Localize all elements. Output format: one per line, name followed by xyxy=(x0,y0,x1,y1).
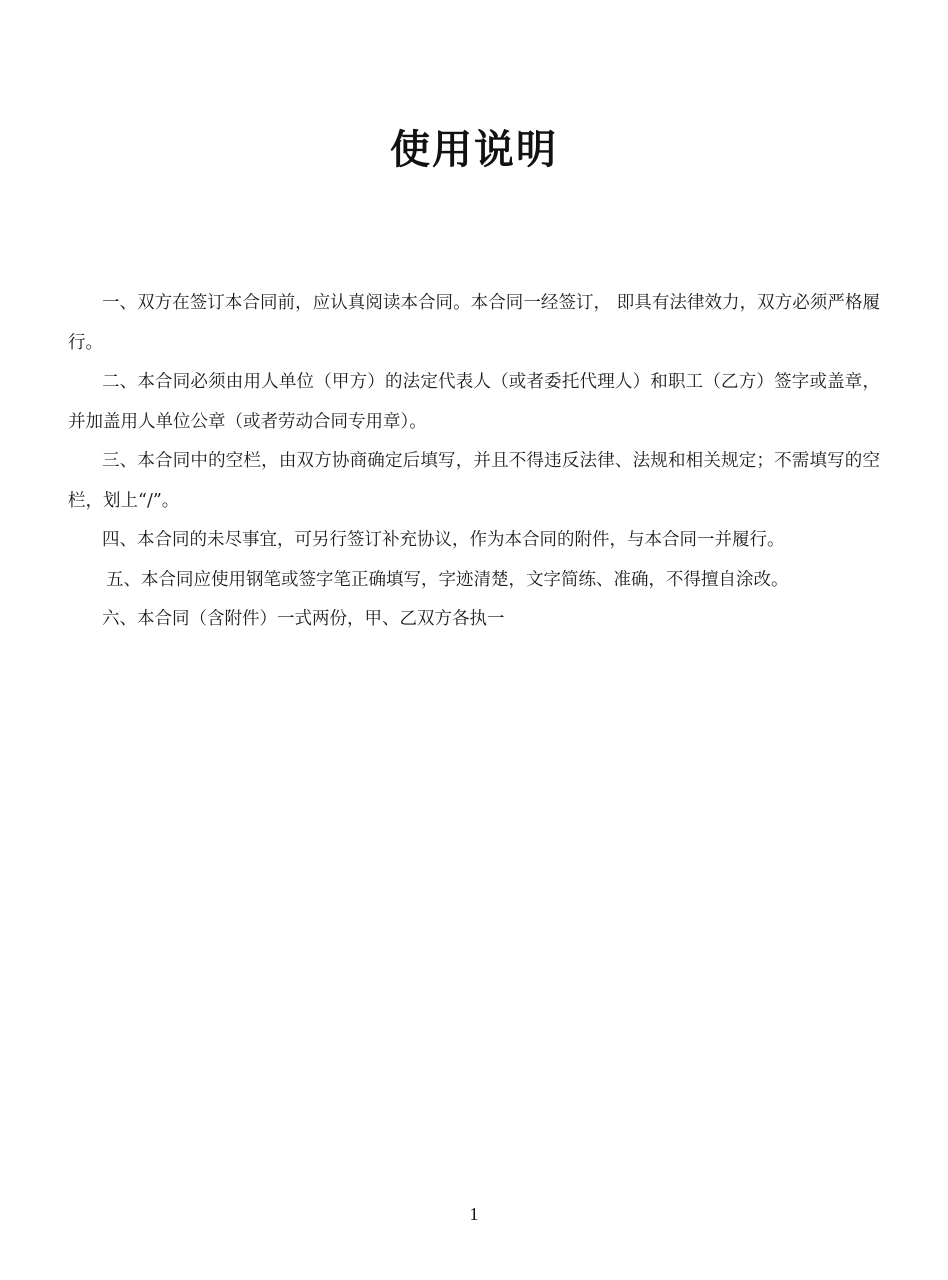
paragraph-3: 三、本合同中的空栏，由双方协商确定后填写，并且不得违反法律、法规和相关规定；不需填写的空栏，划上“/”。 xyxy=(68,451,880,511)
paragraph-1: 一、双方在签订本合同前，应认真阅读本合同。本合同一经签订， 即具有法律效力，双方必须严格履行。 xyxy=(68,293,880,353)
instructions-body xyxy=(68,284,880,640)
page-title: 使用说明 xyxy=(390,127,558,173)
paragraph-6: 六、本合同（含附件）一式两份，甲、乙双方各执一 xyxy=(102,609,505,629)
paragraph-5: 五、本合同应使用钢笔或签字笔正确填写，字迹清楚，文字简练、准确，不得擅自涂改。 xyxy=(106,569,789,590)
paragraph-2: 二、本合同必须由用人单位（甲方）的法定代表人（或者委托代理人）和职工（乙方）签字或盖章，并加盖用人单位公章（或者劳动合同专用章）。 xyxy=(68,372,880,432)
paragraph-4: 四、本合同的未尽事宜，可另行签订补充协议，作为本合同的附件，与本合同一并履行。 xyxy=(102,530,785,550)
page-number: 1 xyxy=(469,1204,479,1224)
